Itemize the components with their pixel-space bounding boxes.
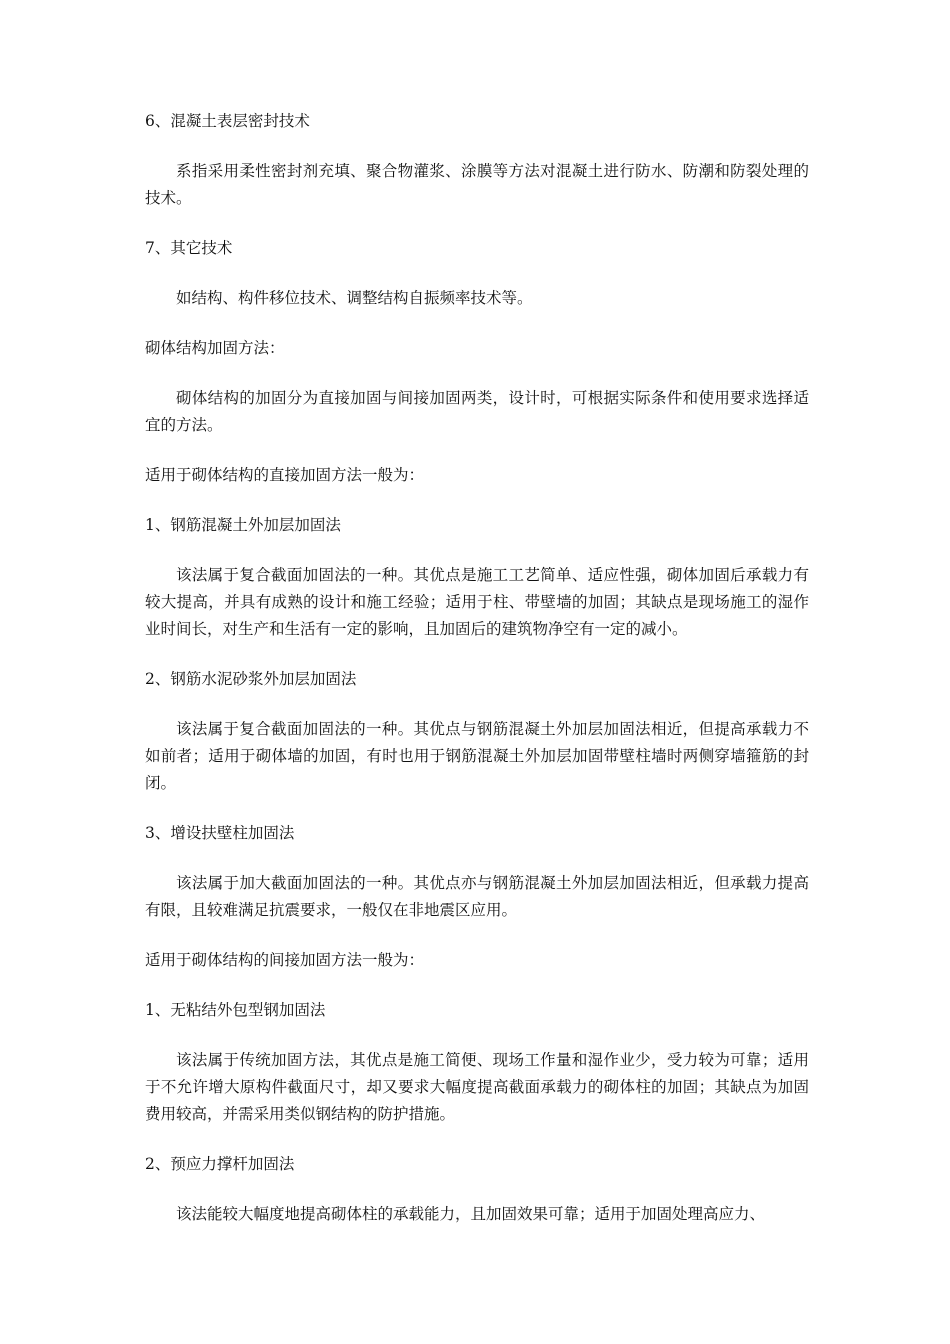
paragraph-masonry-intro: 砌体结构的加固分为直接加固与间接加固两类，设计时，可根据实际条件和使用要求选择适宜的方法。 <box>145 389 809 434</box>
item-heading-pilaster: 3、增设扶壁柱加固法 <box>145 824 295 842</box>
item-heading-prestressed-strut: 2、预应力撑杆加固法 <box>145 1155 295 1173</box>
paragraph-prestressed-strut: 该法能较大幅度地提高砌体柱的承载能力，且加固效果可靠；适用于加固处理高应力、 <box>176 1205 766 1223</box>
paragraph-sealing: 系指采用柔性密封剂充填、聚合物灌浆、涂膜等方法对混凝土进行防水、防潮和防裂处理的技术。 <box>145 162 809 207</box>
paragraph-other: 如结构、构件移位技术、调整结构自振频率技术等。 <box>176 289 533 307</box>
subheading-direct-methods: 适用于砌体结构的直接加固方法一般为： <box>145 466 425 484</box>
section-heading-masonry: 砌体结构加固方法： <box>145 339 285 357</box>
item-heading-mortar-overlay: 2、钢筋水泥砂浆外加层加固法 <box>145 670 357 688</box>
section-heading-sealing: 6、混凝土表层密封技术 <box>145 112 310 130</box>
paragraph-pilaster: 该法属于加大截面加固法的一种。其优点亦与钢筋混凝土外加层加固法相近，但承载力提高有限，且较难满足抗震要求，一般仅在非地震区应用。 <box>145 874 809 919</box>
section-heading-other: 7、其它技术 <box>145 239 233 257</box>
item-heading-steel-jacket: 1、无粘结外包型钢加固法 <box>145 1001 326 1019</box>
document-page <box>145 108 809 1251</box>
item-heading-rc-overlay: 1、钢筋混凝土外加层加固法 <box>145 516 341 534</box>
subheading-indirect-methods: 适用于砌体结构的间接加固方法一般为： <box>145 951 425 969</box>
paragraph-rc-overlay: 该法属于复合截面加固法的一种。其优点是施工工艺简单、适应性强，砌体加固后承载力有较大提高，并具有成熟的设计和施工经验；适用于柱、带壁墙的加固；其缺点是现场施工的湿作业时间长，对生产和生活有一定的影响，且加固后的建筑物净空有一定的减小。 <box>145 566 809 638</box>
paragraph-mortar-overlay: 该法属于复合截面加固法的一种。其优点与钢筋混凝土外加层加固法相近，但提高承载力不如前者；适用于砌体墙的加固，有时也用于钢筋混凝土外加层加固带壁柱墙时两侧穿墙箍筋的封闭。 <box>145 720 809 792</box>
paragraph-steel-jacket: 该法属于传统加固方法，其优点是施工简便、现场工作量和湿作业少，受力较为可靠；适用于不允许增大原构件截面尺寸，却又要求大幅度提高截面承载力的砌体柱的加固；其缺点为加固费用较高，并需采用类似钢结构的防护措施。 <box>145 1051 809 1123</box>
